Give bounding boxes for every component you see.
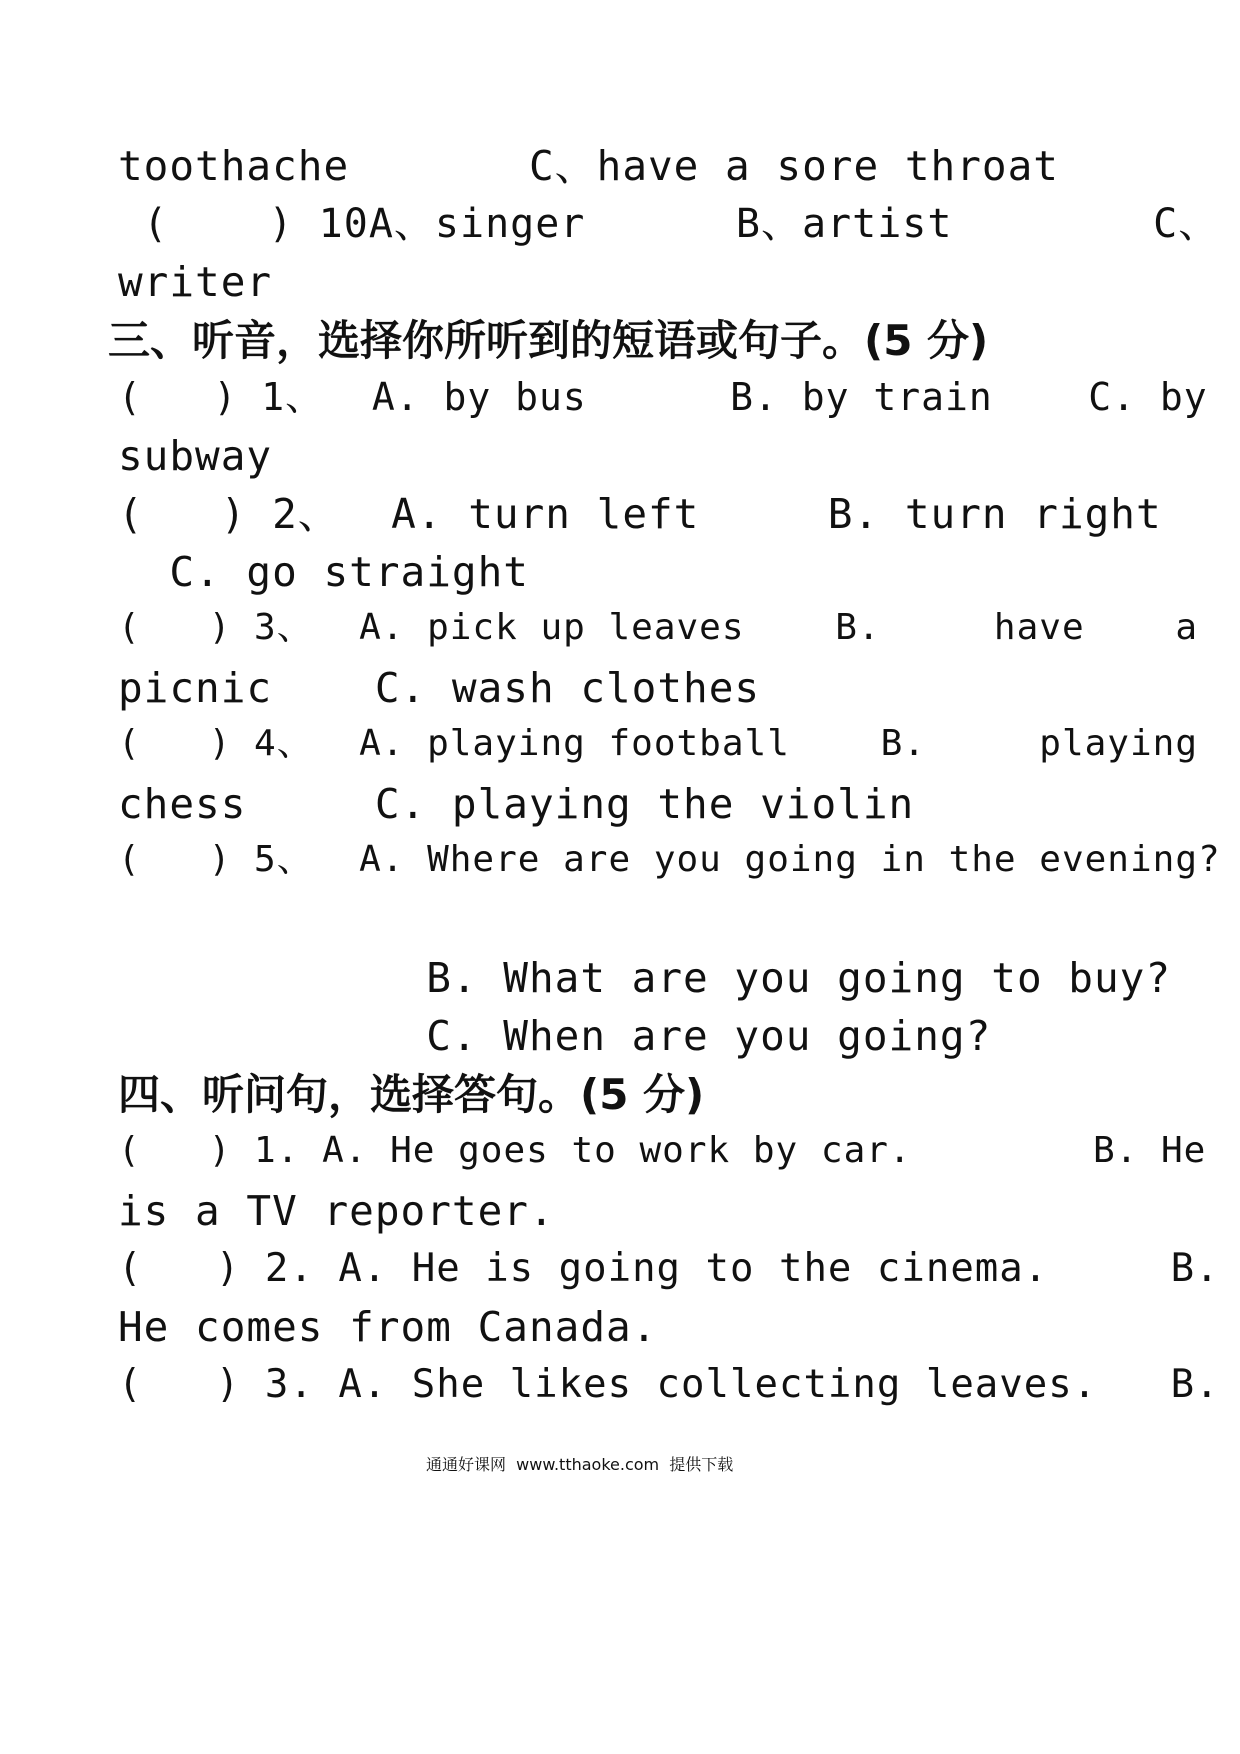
footer-credit: 通通好课网 www.tthaoke.com 提供下载 xyxy=(426,1455,734,1474)
section-3-item-2: ( ) 2、 A. turn left B. turn right xyxy=(118,490,1162,538)
section-4-item-2: ( ) 2. A. He is going to the cinema. B. xyxy=(118,1246,1220,1291)
question-10-option-c: writer xyxy=(118,258,273,306)
section-4-item-1: ( ) 1. A. He goes to work by car. B. He xyxy=(118,1130,1207,1171)
section-3-item-1-cont: subway xyxy=(118,432,273,480)
section-4-item-3: ( ) 3. A. She likes collecting leaves. B. xyxy=(118,1362,1220,1407)
question-9-options-tail: toothache C、have a sore throat xyxy=(118,142,1059,190)
section-4-item-2-cont: He comes from Canada. xyxy=(118,1303,658,1351)
section-3-item-5-option-c: C. When are you going? xyxy=(118,1012,992,1060)
section-3-item-4: ( ) 4、 A. playing football B. playing xyxy=(118,723,1198,764)
section-4-item-1-cont: is a TV reporter. xyxy=(118,1187,555,1235)
section-3-item-3-cont: picnic C. wash clothes xyxy=(118,664,761,712)
section-3-item-2-cont: C. go straight xyxy=(118,548,529,596)
question-10-line: ( ) 10A、singer B、artist C、 xyxy=(118,201,1220,247)
section-3-item-5-option-b: B. What are you going to buy? xyxy=(118,954,1172,1002)
section-3-item-5: ( ) 5、 A. Where are you going in the evening? xyxy=(118,839,1221,880)
section-3-item-3: ( ) 3、 A. pick up leaves B. have a xyxy=(118,607,1198,648)
section-3-heading: 三、听音，选择你所听到的短语或句子。(5 分) xyxy=(108,316,989,365)
section-3-item-4-cont: chess C. playing the violin xyxy=(118,780,915,828)
section-3-item-1: ( ) 1、 A. by bus B. by train C. by xyxy=(118,375,1208,419)
section-4-heading: 四、听问句，选择答句。(5 分) xyxy=(118,1070,705,1119)
